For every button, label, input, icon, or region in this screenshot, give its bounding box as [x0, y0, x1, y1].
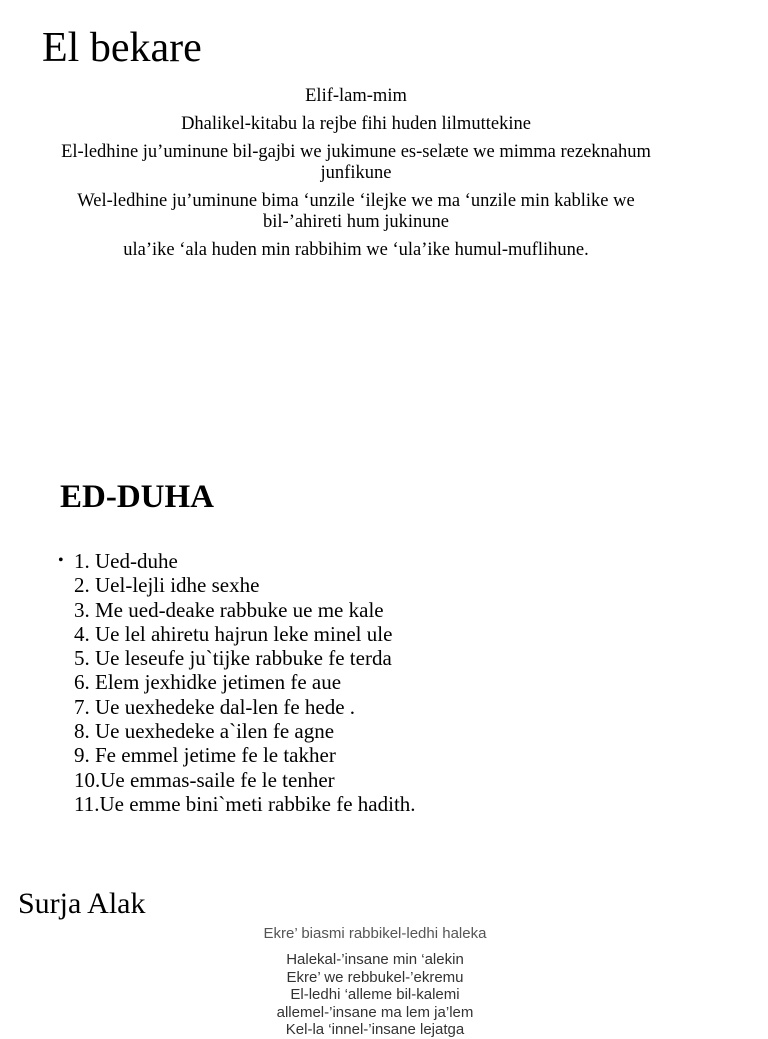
verse-line: Halekal-’insane min ‘alekin — [286, 951, 464, 968]
verse-line: Elif-lam-mim — [305, 86, 407, 106]
list-item-text: 10.Ue emmas-saile fe le tenher — [74, 767, 335, 792]
list-item-text: 5. Ue leseufe ju`tijke rabbuke fe terda — [74, 646, 392, 671]
section-title: Surja Alak — [18, 887, 146, 920]
verse-line: allemel-’insane ma lem ja’lem — [276, 1003, 474, 1021]
verse-line: El-ledhi ‘alleme bil-kalemi — [290, 986, 460, 1003]
list-item — [58, 622, 748, 646]
list-item-text: 4. Ue lel ahiretu hajrun leke minel ule — [74, 621, 393, 646]
list-item — [58, 695, 748, 719]
list-item-text: 9. Fe emmel jetime fe le takher — [74, 743, 336, 768]
list-item-text: 11.Ue emme bini`meti rabbike fe hadith. — [74, 791, 416, 816]
verse-line: Dhalikel-kitabu la rejbe fihi huden lilmuttekine — [181, 114, 531, 134]
list-item-text: 1. Ued-duhe — [74, 549, 178, 573]
list-item — [58, 573, 748, 597]
list-item — [58, 598, 748, 622]
verse-line: ula’ike ‘ala huden min rabbihim we ‘ula’ike humul-muflihune. — [123, 240, 589, 260]
list-item-text: 8. Ue uexhedeke a`ilen fe agne — [74, 719, 335, 744]
verse-line: El-ledhine ju’uminune bil-gajbi we jukimune es-selæte we mimma rezeknahum junfikune — [61, 142, 651, 183]
verse-line: Ekre’ biasmi rabbikel-ledhi haleka — [263, 925, 487, 942]
section-title: El bekare — [42, 25, 202, 71]
list-item-text: 3. Me ued-deake rabbuke ue me kale — [74, 597, 384, 622]
list-item — [58, 768, 748, 792]
verse-line: Kel-la ‘innel-’insane lejatga — [285, 1021, 465, 1038]
bullet-icon: • — [58, 552, 64, 569]
list-item — [58, 792, 748, 816]
verse-block — [0, 86, 712, 268]
verse-line: Ekre’ we rebbukel-’ekremu — [286, 968, 464, 986]
list-item-text: 6. Elem jexhidke jetimen fe aue — [74, 670, 342, 695]
list-item-text: 2. Uel-lejli idhe sexhe — [74, 573, 260, 598]
list-item — [58, 670, 748, 694]
verse-block — [0, 924, 750, 1039]
list-item — [58, 743, 748, 767]
list-item-text: 7. Ue uexhedeke dal-len fe hede . — [74, 694, 356, 719]
verse-line: Wel-ledhine ju’uminune bima ‘unzile ‘ilejke we ma ‘unzile min kablike we bil-’ahireti hum jukinune — [77, 191, 635, 232]
list-item — [58, 549, 748, 573]
list-item — [58, 646, 748, 670]
verse-list — [58, 549, 748, 816]
section-title: ED-DUHA — [60, 479, 214, 515]
list-item — [58, 719, 748, 743]
